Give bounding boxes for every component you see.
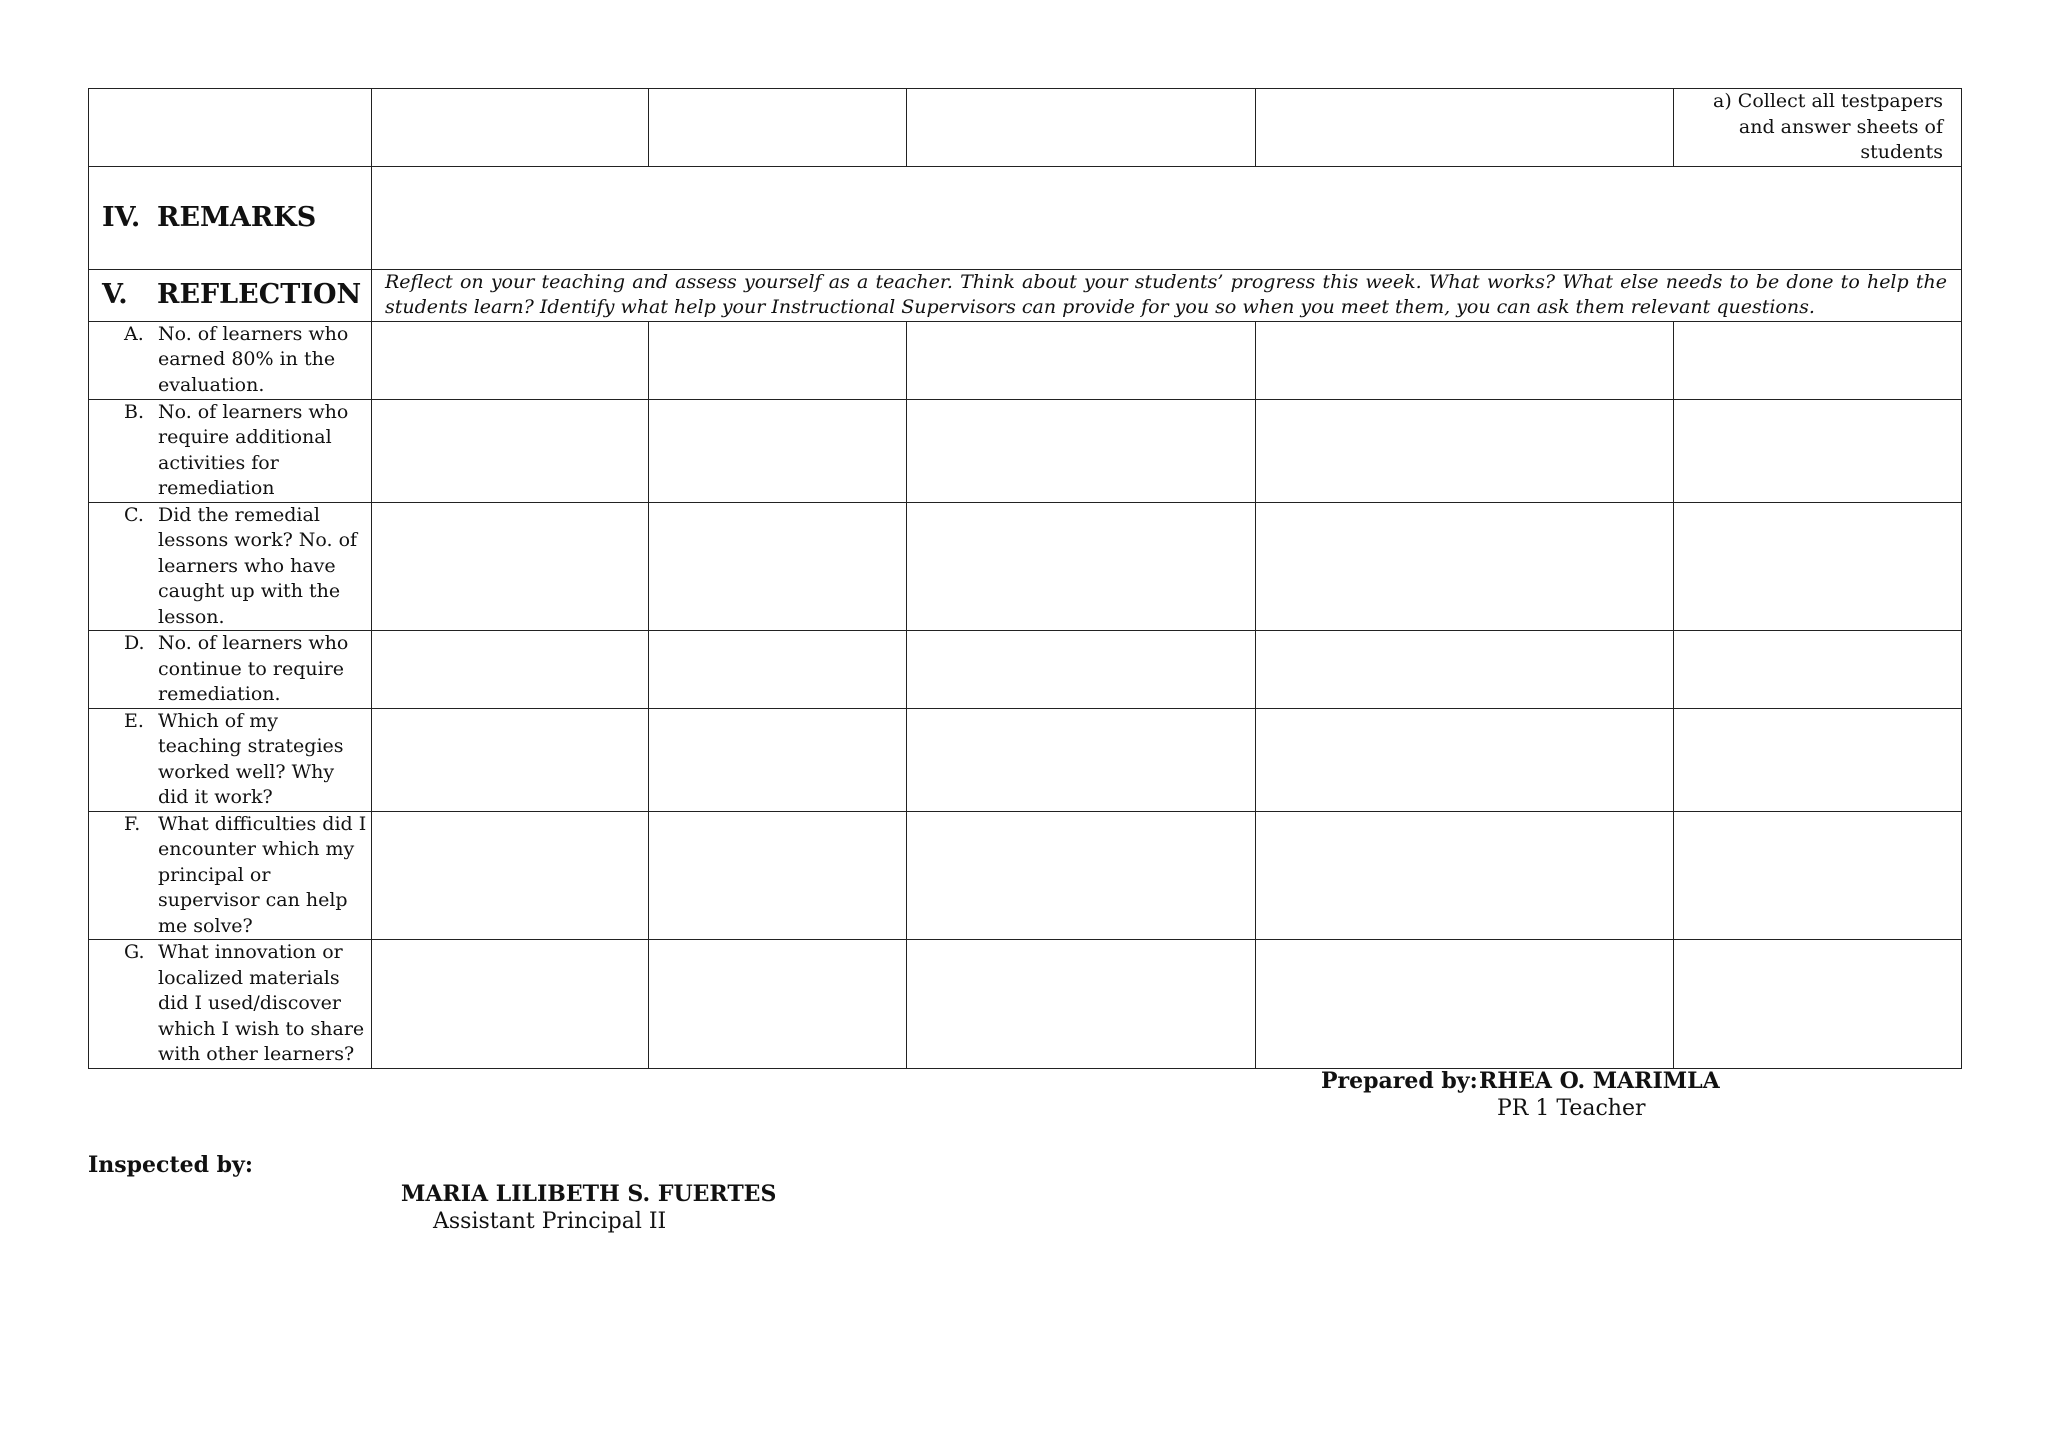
item-text: No. of learners who continue to require remediation. bbox=[158, 632, 349, 705]
item-letter: B. bbox=[124, 400, 145, 423]
table-cell bbox=[89, 89, 372, 167]
table-cell bbox=[372, 708, 649, 811]
table-row bbox=[89, 631, 1962, 709]
table-cell bbox=[1256, 321, 1674, 399]
item-cell bbox=[89, 502, 372, 631]
table-cell bbox=[1674, 502, 1962, 631]
table-cell bbox=[907, 89, 1256, 167]
table-cell bbox=[907, 811, 1256, 940]
table-cell bbox=[649, 940, 907, 1069]
table-cell bbox=[372, 502, 649, 631]
reflection-number: V. bbox=[102, 279, 128, 311]
remarks-number: IV. bbox=[102, 201, 141, 233]
table-cell bbox=[649, 811, 907, 940]
item-text: No. of learners who require additional activities for remediation bbox=[158, 400, 349, 499]
prepared-by-name: RHEA O. MARIMLA bbox=[1479, 1068, 1720, 1094]
table-cell bbox=[907, 940, 1256, 1069]
reflection-heading-cell bbox=[89, 269, 372, 321]
reflection-instruction: Reflect on your teaching and assess yourself as a teacher. Think about your students’ progress this week. What works? What else needs to be done to help the students learn? Identify what help your Instructional Supervisors can provide for you so when you meet them, you can ask them relevant questions. bbox=[372, 269, 1962, 321]
item-cell bbox=[89, 399, 372, 502]
remarks-label: REMARKS bbox=[157, 201, 317, 233]
table-cell bbox=[1674, 399, 1962, 502]
item-letter: E. bbox=[124, 709, 144, 732]
item-text: What innovation or localized materials did I used/discover which I wish to share with other learners? bbox=[158, 941, 365, 1065]
table-cell bbox=[1674, 708, 1962, 811]
item-cell bbox=[89, 321, 372, 399]
table-row bbox=[89, 321, 1962, 399]
table-cell bbox=[1256, 89, 1674, 167]
table-cell bbox=[1256, 399, 1674, 502]
table-cell bbox=[649, 321, 907, 399]
table-cell bbox=[1256, 631, 1674, 709]
table-cell bbox=[649, 399, 907, 502]
item-text: Which of my teaching strategies worked well? Why did it work? bbox=[158, 709, 344, 808]
table-cell bbox=[1674, 631, 1962, 709]
table-cell bbox=[1256, 708, 1674, 811]
table-cell bbox=[649, 502, 907, 631]
table-cell bbox=[907, 502, 1256, 631]
table-row bbox=[89, 708, 1962, 811]
item-cell bbox=[89, 631, 372, 709]
inspected-by-label: Inspected by: bbox=[88, 1152, 253, 1178]
table-cell bbox=[649, 89, 907, 167]
table-row bbox=[89, 940, 1962, 1069]
table-cell bbox=[907, 708, 1256, 811]
table-cell bbox=[907, 631, 1256, 709]
item-text: Did the remedial lessons work? No. of learners who have caught up with the lesson. bbox=[158, 503, 358, 628]
table-cell bbox=[372, 811, 649, 940]
table-cell bbox=[649, 708, 907, 811]
item-letter: F. bbox=[124, 812, 141, 835]
remarks-content-cell bbox=[372, 166, 1962, 269]
reflection-label: REFLECTION bbox=[157, 279, 362, 311]
table-row-reflection bbox=[89, 269, 1962, 321]
table-row bbox=[89, 811, 1962, 940]
table-row bbox=[89, 399, 1962, 502]
item-text: No. of learners who earned 80% in the evaluation. bbox=[158, 322, 349, 396]
table-cell bbox=[907, 399, 1256, 502]
item-letter: G. bbox=[124, 941, 145, 963]
table-cell bbox=[907, 321, 1256, 399]
table-cell bbox=[372, 321, 649, 399]
item-cell bbox=[89, 940, 372, 1069]
table-cell bbox=[1256, 940, 1674, 1069]
table-cell bbox=[372, 940, 649, 1069]
table-cell bbox=[1256, 502, 1674, 631]
item-cell bbox=[89, 811, 372, 940]
remarks-heading-cell bbox=[89, 166, 372, 269]
table-cell bbox=[1674, 321, 1962, 399]
item-text: What difficulties did I encounter which my principal or supervisor can help me solve? bbox=[158, 812, 367, 937]
item-letter: A. bbox=[124, 322, 144, 345]
prepared-by-label: Prepared by: bbox=[1321, 1068, 1478, 1094]
table-cell bbox=[372, 399, 649, 502]
item-letter: D. bbox=[124, 632, 145, 654]
reflection-table bbox=[88, 88, 1962, 1069]
table-row bbox=[89, 502, 1962, 631]
prepared-by-title: PR 1 Teacher bbox=[1497, 1096, 1646, 1121]
table-cell bbox=[372, 89, 649, 167]
item-letter: C. bbox=[124, 503, 144, 526]
inspected-by-name: MARIA LILIBETH S. FUERTES bbox=[401, 1181, 777, 1207]
item-cell bbox=[89, 708, 372, 811]
inspected-by-title: Assistant Principal II bbox=[433, 1209, 667, 1234]
table-cell bbox=[1256, 811, 1674, 940]
table-cell bbox=[1674, 940, 1962, 1069]
table-cell bbox=[372, 631, 649, 709]
table-cell bbox=[1674, 811, 1962, 940]
table-cell bbox=[649, 631, 907, 709]
collect-note: a) Collect all testpapers and answer sheets of students bbox=[1674, 89, 1962, 167]
table-row-remarks bbox=[89, 166, 1962, 269]
table-row-top bbox=[89, 89, 1962, 167]
